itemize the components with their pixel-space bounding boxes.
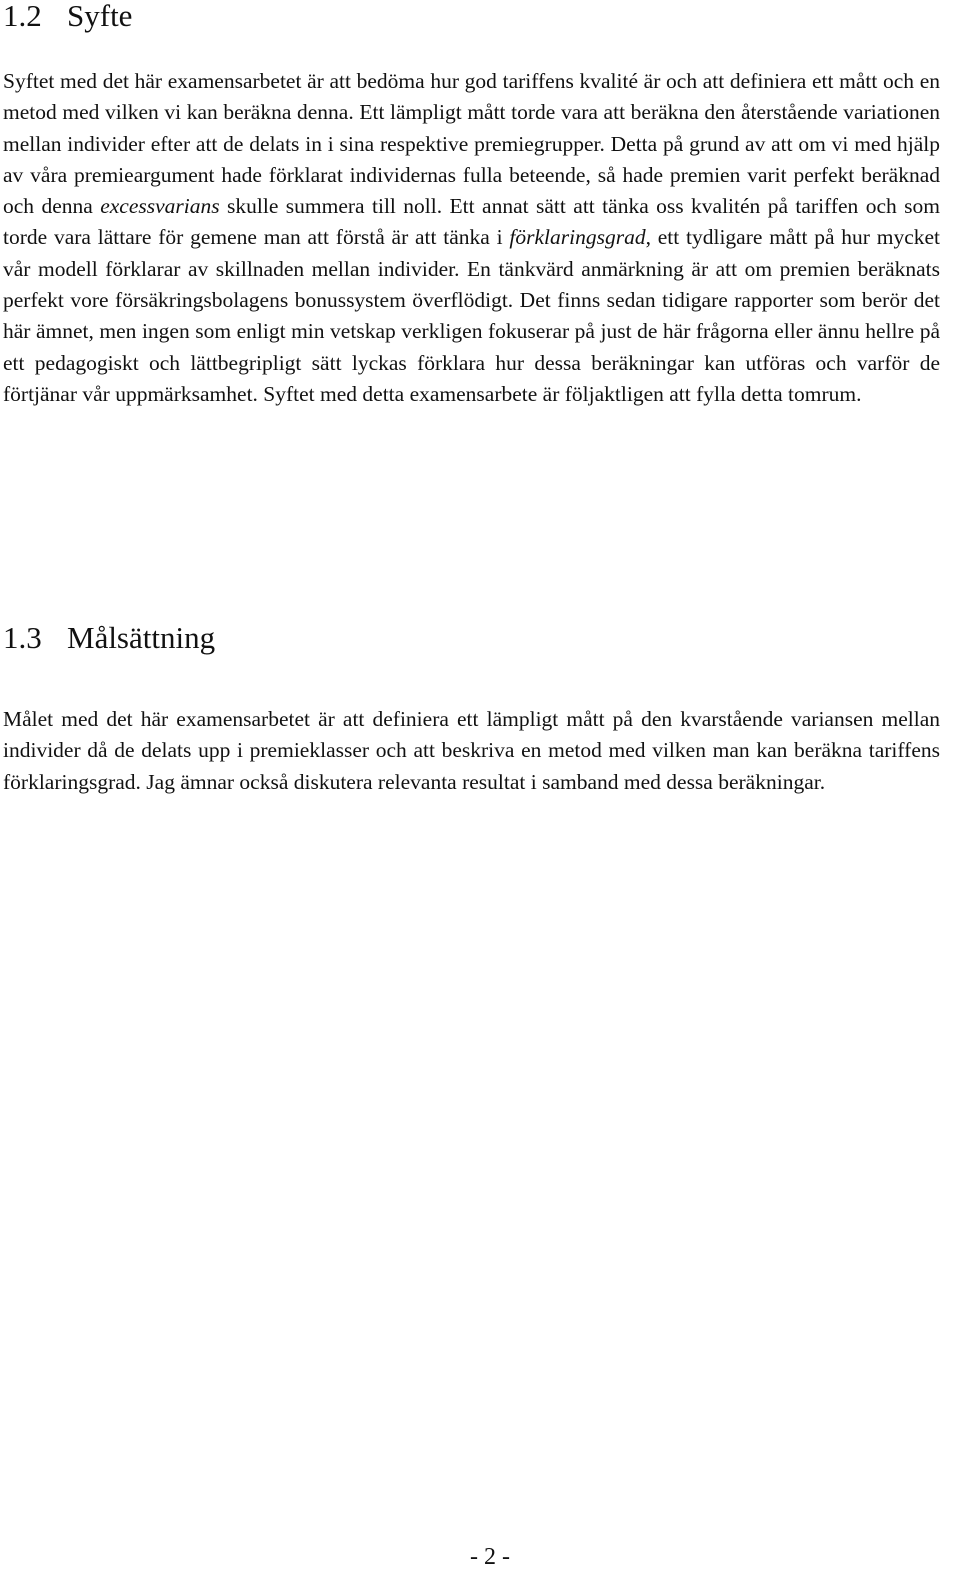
malsattning-paragraph: Målet med det här examensarbetet är att definiera ett lämpligt mått på den kvarstående variansen mellan individer då de delats upp i premieklasser och att beskriva en metod med vilken man kan beräkna tariffens förklaringsgrad. Jag ämnar också diskutera relevanta resultat i samband med dessa beräkningar.	[3, 707, 940, 794]
section-number: 1.2	[3, 0, 42, 33]
section-number: 1.3	[3, 620, 42, 655]
section-heading-malsattning	[3, 620, 215, 656]
page-number: - 2 -	[470, 1544, 510, 1570]
syfte-paragraph	[3, 66, 940, 410]
section-title: Målsättning	[67, 620, 216, 655]
section-title: Syfte	[67, 0, 133, 33]
italic-term-excessvarians: excessvarians	[100, 194, 220, 219]
paragraph-text: skulle summera till noll. Ett annat sätt att tänka oss kvalitén på tariffen och som torde vara lättare för gemene man att förstå är att tänka i	[3, 194, 940, 250]
italic-term-forklaringsgrad: förklaringsgrad	[509, 225, 646, 250]
paragraph-text: , ett tydligare mått på hur mycket vår modell förklarar av skillnaden mellan individer. En tänkvärd anmärkning är att om premien beräknats perfekt vore försäkringsbolagens bonussystem överflödigt. Det finns sedan tidigare rapporter som berör det här ämnet, men ingen som enligt min vetskap verkligen fokuserar på just de här frågorna eller ännu hellre på ett pedagogiskt och lättbegripligt sätt lyckas förklara hur dessa beräkningar kan utföras och varför de förtjänar vår uppmärksamhet. Syftet med detta examensarbete är följaktligen att fylla detta tomrum.	[3, 225, 941, 406]
paragraph-text: Syftet med det här examensarbetet är att bedöma hur god tariffens kvalité är och att definiera ett mått och en metod med vilken vi kan beräkna denna. Ett lämpligt mått torde vara att beräkna den återstående variationen mellan individer efter att de delats in i sina respektive premiegrupper. Detta på grund av att om vi med hjälp av våra premieargument hade förklarat individernas fulla beteende, så hade premien varit perfekt beräknad och denna	[3, 69, 940, 219]
section-heading-syfte	[3, 0, 132, 34]
